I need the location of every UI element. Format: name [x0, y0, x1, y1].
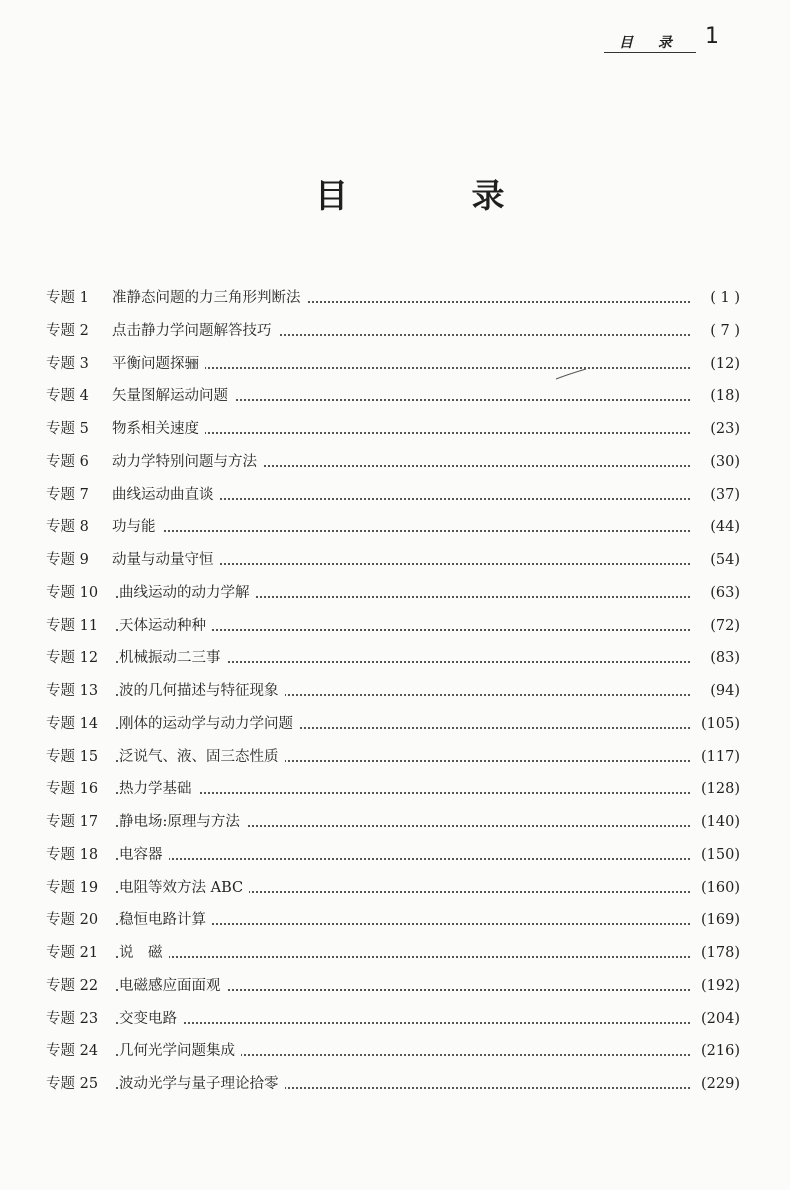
toc-entry-page: ( 1 ) [692, 286, 740, 310]
toc-entry-title[interactable]: 刚体的运动学与动力学问题 [119, 712, 299, 736]
toc-entry-page: (204) [692, 1007, 740, 1031]
toc-entry[interactable] [46, 483, 740, 516]
toc-entry-label: 专题 22 [46, 977, 99, 994]
toc-entry-page: (178) [692, 941, 740, 965]
toc-entry-page: (140) [692, 810, 740, 834]
toc-entry-page: (160) [692, 876, 740, 900]
toc-entry[interactable] [46, 810, 740, 843]
toc-entry-title[interactable]: 点击静力学问题解答技巧 [112, 319, 278, 343]
toc-entry-label: 专题 12 [46, 650, 99, 667]
toc-dot-leader [116, 530, 690, 532]
toc-entry-title[interactable]: 动量与动量守恒 [112, 548, 220, 572]
toc-entry-label: 专题 18 [46, 846, 99, 863]
toc-entry-label: 专题 8 [46, 519, 89, 536]
toc-entry-label: 专题 7 [46, 486, 89, 503]
toc-entry-title[interactable]: 电磁感应面面观 [119, 974, 227, 998]
toc-entry-title[interactable]: 几何光学问题集成 [119, 1039, 241, 1063]
toc-entry[interactable] [46, 974, 740, 1007]
toc-entry-title[interactable]: 热力学基础 [119, 777, 198, 801]
toc-entry-label: 专题 5 [46, 421, 89, 437]
toc-list [46, 286, 740, 1105]
toc-entry-label: 专题 16 [46, 781, 99, 798]
toc-entry[interactable] [46, 1072, 740, 1105]
toc-entry-page: ( 7 ) [692, 319, 740, 343]
toc-entry[interactable] [46, 515, 740, 548]
toc-entry[interactable] [46, 352, 740, 385]
toc-entry-label: 专题 20 [46, 912, 99, 929]
toc-entry-title[interactable]: 电阻等效方法 ABC [119, 876, 249, 900]
toc-entry-label: 专题 10 [46, 584, 99, 601]
toc-entry-label: 专题 23 [46, 1010, 99, 1027]
toc-entry-page: (23) [692, 417, 740, 441]
toc-entry-title[interactable]: 机械振动二三事 [119, 646, 227, 670]
toc-entry-page: (83) [692, 646, 740, 670]
toc-entry[interactable] [46, 843, 740, 876]
toc-entry-label: 专题 24 [46, 1043, 99, 1060]
toc-entry[interactable] [46, 908, 740, 941]
toc-entry-title[interactable]: 动力学特别问题与方法 [112, 450, 263, 474]
toc-entry-title[interactable]: 功与能 [112, 515, 162, 539]
toc-entry-page: (54) [692, 548, 740, 572]
toc-entry-label: 专题 21 [46, 945, 99, 961]
toc-entry-page: (94) [692, 679, 740, 703]
toc-entry-label: 专题 4 [46, 388, 89, 405]
toc-entry-label: 专题 17 [46, 814, 99, 830]
toc-entry[interactable] [46, 614, 740, 647]
toc-entry-page: (18) [692, 384, 740, 408]
toc-entry-title[interactable]: 物系相关速度 [112, 417, 205, 441]
toc-entry-page: (44) [692, 515, 740, 539]
toc-entry[interactable] [46, 1007, 740, 1040]
toc-entry-title[interactable]: 波的几何描述与特征现象 [119, 679, 285, 703]
toc-entry-page: (229) [692, 1072, 740, 1096]
toc-entry[interactable] [46, 417, 740, 450]
toc-entry-label: 专题 1 [46, 290, 89, 306]
toc-entry-label: 专题 9 [46, 552, 89, 568]
toc-entry-title[interactable]: 交变电路 [119, 1007, 183, 1031]
toc-entry-label: 专题 11 [46, 617, 99, 634]
toc-entry[interactable] [46, 1039, 740, 1072]
toc-entry-page: (30) [692, 450, 740, 474]
toc-entry-page: (216) [692, 1039, 740, 1063]
toc-entry-label: 专题 25 [46, 1076, 99, 1092]
toc-entry[interactable] [46, 286, 740, 319]
toc-entry-page: (12) [692, 352, 740, 376]
toc-entry-page: (72) [692, 614, 740, 638]
toc-entry-label: 专题 13 [46, 683, 99, 699]
toc-dot-leader [116, 858, 690, 860]
toc-entry-title[interactable]: 静电场:原理与方法 [119, 810, 246, 834]
toc-entry[interactable] [46, 679, 740, 712]
toc-entry-page: (192) [692, 974, 740, 998]
toc-entry-label: 专题 3 [46, 355, 89, 372]
toc-entry-title[interactable]: 电容器 [119, 843, 169, 867]
toc-entry[interactable] [46, 941, 740, 974]
toc-entry-label: 专题 14 [46, 715, 99, 732]
toc-entry[interactable] [46, 581, 740, 614]
toc-dot-leader [116, 1022, 690, 1024]
toc-entry-title[interactable]: 波动光学与量子理论拾零 [119, 1072, 285, 1096]
toc-entry-title[interactable]: 准静态问题的力三角形判断法 [112, 286, 307, 310]
running-header-rule [604, 52, 696, 53]
page-title: 目 录 [315, 176, 561, 215]
toc-entry-page: (128) [692, 777, 740, 801]
toc-entry[interactable] [46, 646, 740, 679]
toc-entry-page: (117) [692, 745, 740, 769]
toc-entry-title[interactable]: 曲线运动曲直谈 [112, 483, 220, 507]
toc-entry-title[interactable]: 矢量图解运动问题 [112, 384, 234, 408]
toc-entry[interactable] [46, 876, 740, 909]
toc-entry-title[interactable]: 平衡问题探骊 [112, 352, 205, 376]
toc-entry-title[interactable]: 天体运动种种 [119, 614, 212, 638]
toc-entry-title[interactable]: 曲线运动的动力学解 [119, 581, 256, 605]
toc-entry-title[interactable]: 泛说气、液、固三态性质 [119, 745, 285, 769]
toc-entry[interactable] [46, 384, 740, 417]
toc-entry-page: (105) [692, 712, 740, 736]
running-header-title: 目 录 [619, 35, 682, 51]
toc-entry-page: (150) [692, 843, 740, 867]
toc-entry-page: (169) [692, 908, 740, 932]
toc-dot-leader [116, 792, 690, 794]
toc-entry[interactable] [46, 745, 740, 778]
toc-entry[interactable] [46, 319, 740, 352]
toc-entry-title[interactable]: 稳恒电路计算 [119, 908, 212, 932]
toc-entry-label: 专题 19 [46, 879, 99, 896]
toc-entry[interactable] [46, 548, 740, 581]
toc-entry-page: (63) [692, 581, 740, 605]
toc-entry[interactable] [46, 450, 740, 483]
toc-entry[interactable] [46, 712, 740, 745]
toc-dot-leader [116, 956, 690, 958]
toc-entry-label: 专题 15 [46, 748, 99, 765]
toc-entry-title[interactable]: 说 磁 [119, 941, 169, 965]
running-header-page-number: 1 [705, 24, 719, 49]
running-header [605, 24, 723, 52]
toc-entry-page: (37) [692, 483, 740, 507]
toc-entry[interactable] [46, 777, 740, 810]
toc-entry-label: 专题 2 [46, 322, 89, 339]
toc-entry-label: 专题 6 [46, 453, 89, 470]
